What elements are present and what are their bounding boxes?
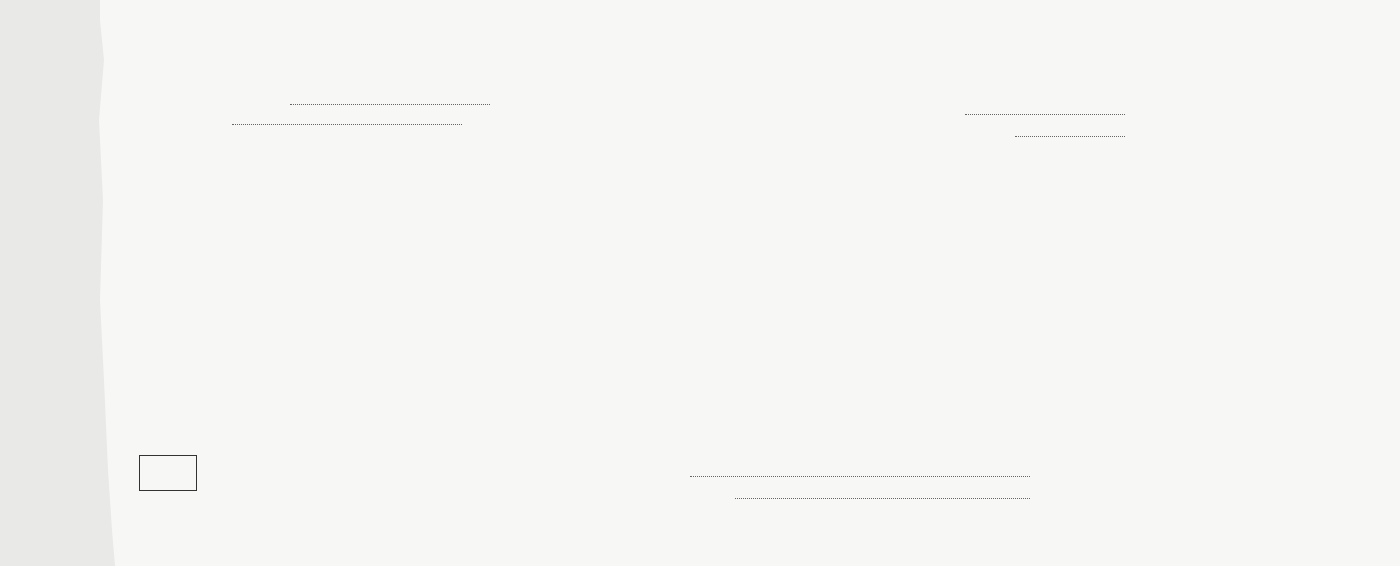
podpis-glavy-line xyxy=(735,498,1030,499)
stamp-box xyxy=(139,455,197,491)
podpis-line xyxy=(690,476,1030,477)
